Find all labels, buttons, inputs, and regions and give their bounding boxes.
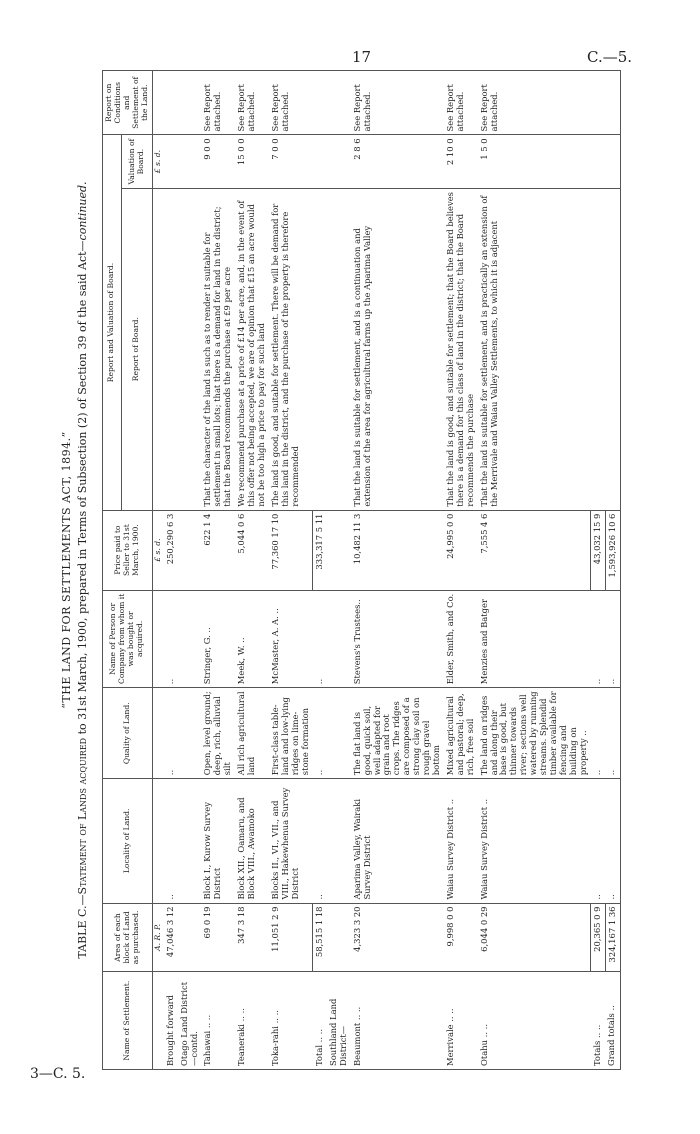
cell-valuation: 7 0 0	[269, 135, 313, 188]
cell-locality: ..	[313, 779, 327, 903]
table-body	[152, 71, 620, 1070]
cell-conditions: See Report attached.	[351, 71, 444, 135]
cell-report	[313, 188, 327, 510]
cell-quality: ..	[164, 688, 178, 779]
table-caption	[76, 70, 89, 1070]
cell-price: 7,555 4 6	[478, 510, 591, 590]
cell-conditions	[605, 71, 620, 135]
cell-price: 250,290 6 3	[164, 510, 178, 590]
cell-report: That the character of the land is such as to render it suitable for settlement in small lots; that there is a demand for land in the district; that the Board recommends the purchase at £9 per acre	[201, 188, 235, 510]
cell-report: The land is good, and suitable for settlement. There will be demand for this land in the district, and the purchase of the property is therefore recommended	[269, 188, 313, 510]
cell-conditions: See Report attached.	[269, 71, 313, 135]
settlement-table	[102, 70, 621, 1070]
cell-person: Stringer, G. ..	[201, 590, 235, 688]
cell-name: Grand totals ..	[605, 972, 620, 1070]
table-row	[201, 71, 235, 1070]
cell-conditions: See Report attached.	[444, 71, 478, 135]
page-number: 17	[352, 48, 372, 66]
cell-locality	[178, 779, 202, 903]
cell-name: Merrivale .. ..	[444, 972, 478, 1070]
table-row	[478, 71, 591, 1070]
unit-row	[152, 71, 163, 1070]
cell-area: 9,998 0 0	[444, 903, 478, 972]
cell-price: 77,360 17 10	[269, 510, 313, 590]
caption-rest: to 31st March, 1900, prepared in Terms of Subsection (2) of Section 39 of the said Act—	[76, 240, 89, 738]
cell-locality: Blocks II., VI., VII., and VIII., Hakewhenua Survey District	[269, 779, 313, 903]
cell-locality	[327, 779, 351, 903]
caption-continued: continued.	[76, 181, 89, 241]
header-report: Report of Board.	[121, 188, 152, 510]
cell-quality: All rich agricultural land	[235, 688, 269, 779]
cell-name: Otahu .. ..	[478, 972, 591, 1070]
cell-valuation: 2 8 6	[351, 135, 444, 188]
unit-price: £ s. d.	[152, 510, 163, 590]
unit-valuation: £ s. d.	[152, 135, 163, 188]
cell-locality: Block XII., Oamaru, and Block VIII., Awamoko	[235, 779, 269, 903]
cell-locality: ..	[605, 779, 620, 903]
cell-price: 5,044 0 6	[235, 510, 269, 590]
cell-price: 622 1 4	[201, 510, 235, 590]
cell-report: That the land is good, and suitable for settlement; that the Board believes there is a demand for this class of land in the district; that the Board recommends the purchase	[444, 188, 478, 510]
cell-report: That the land is suitable for settlement, and is a continuation and extension of the area for agricultural farms up the Aparima Valley	[351, 188, 444, 510]
cell-valuation: 1 5 0	[478, 135, 591, 188]
cell-price: 10,482 11 3	[351, 510, 444, 590]
cell-report	[591, 188, 606, 510]
cell-name: Total .. ..	[313, 972, 327, 1070]
header-quality: Quality of Land.	[103, 688, 153, 779]
cell-conditions	[178, 71, 202, 135]
cell-price	[178, 510, 202, 590]
cell-price: 333,317 5 11	[313, 510, 327, 590]
header-price: Price paid to Seller to 31st March, 1900.	[103, 510, 153, 590]
cell-valuation	[178, 135, 202, 188]
cell-locality: ..	[164, 779, 178, 903]
cell-conditions	[327, 71, 351, 135]
cell-valuation	[605, 135, 620, 188]
cell-valuation	[591, 135, 606, 188]
cell-quality	[178, 688, 202, 779]
cell-conditions: See Report attached.	[235, 71, 269, 135]
cell-conditions	[591, 71, 606, 135]
cell-report	[327, 188, 351, 510]
cell-area: 324,167 1 36	[605, 903, 620, 972]
cell-quality: The land on ridges and along their base is good, but thinner towards river; sections well watered by running streams. Splendid timber available for fencing and building on property ..	[478, 688, 591, 779]
caption-smallcaps: Statement of Lands acquired	[76, 737, 89, 895]
table-row	[327, 71, 351, 1070]
cell-area: 6,044 0 29	[478, 903, 591, 972]
table-row	[178, 71, 202, 1070]
cell-conditions	[313, 71, 327, 135]
cell-valuation: 2 10 0	[444, 135, 478, 188]
cell-price: 1,593,926 10 6	[605, 510, 620, 590]
table-row	[164, 71, 178, 1070]
cell-person: Stevens's Trustees..	[351, 590, 444, 688]
act-title: “THE LAND FOR SETTLEMENTS ACT, 1894.”	[60, 431, 73, 709]
cell-price: 24,995 0 0	[444, 510, 478, 590]
cell-price: 43,032 15 9	[591, 510, 606, 590]
cell-price	[327, 510, 351, 590]
cell-locality: ..	[591, 779, 606, 903]
cell-quality: Mixed agricultural and pastoral; deep, rich, free soil	[444, 688, 478, 779]
caption-prefix: TABLE C.—	[76, 894, 89, 959]
cell-valuation: 15 0 0	[235, 135, 269, 188]
cell-report: That the land is suitable for settlement, and is practically an extension of the Merrivale and Waiau Valley Settlements, to which it is adjacent	[478, 188, 591, 510]
cell-quality: Open, level ground; deep, rich, alluvial silt	[201, 688, 235, 779]
cell-area: 347 3 18	[235, 903, 269, 972]
cell-area: 69 0 19	[201, 903, 235, 972]
cell-conditions	[164, 71, 178, 135]
cell-conditions: See Report attached.	[201, 71, 235, 135]
cell-locality: Block I., Kurow Survey District	[201, 779, 235, 903]
cell-name: Teaneraki .. ..	[235, 972, 269, 1070]
cell-person: Meek, W. ..	[235, 590, 269, 688]
table-row	[444, 71, 478, 1070]
cell-quality: ..	[591, 688, 606, 779]
header-valuation: Valuation of Board.	[121, 135, 152, 188]
cell-person: Menzies and Batger	[478, 590, 591, 688]
cell-report	[164, 188, 178, 510]
cell-valuation	[313, 135, 327, 188]
table-row	[605, 71, 620, 1070]
cell-area: 11,051 2 9	[269, 903, 313, 972]
cell-name: Totals .. ..	[591, 972, 606, 1070]
cell-name: Beaumont .. ..	[351, 972, 444, 1070]
cell-area: 47,046 3 12	[164, 903, 178, 972]
cell-area	[178, 903, 202, 972]
cell-area: 20,365 0 9	[591, 903, 606, 972]
cell-locality: Aparima Valley, Wairaki Survey District	[351, 779, 444, 903]
cell-quality: ..	[313, 688, 327, 779]
cell-person: Elder, Smith, and Co.	[444, 590, 478, 688]
cell-person: ..	[313, 590, 327, 688]
cell-name: Toka-rahi .. ..	[269, 972, 313, 1070]
cell-person: ..	[605, 590, 620, 688]
table-row	[269, 71, 313, 1070]
cell-valuation: 9 0 0	[201, 135, 235, 188]
table-row	[591, 71, 606, 1070]
header-name: Name of Settlement.	[103, 972, 153, 1070]
unit-area: A. R. P.	[152, 903, 163, 972]
cell-person: ..	[591, 590, 606, 688]
header-conditions: Report on Conditions and Settlement of the Land.	[103, 71, 153, 135]
cell-name: Brought forward	[164, 972, 178, 1070]
cell-quality	[327, 688, 351, 779]
cell-report	[178, 188, 202, 510]
cell-area	[327, 903, 351, 972]
cell-area: 58,515 1 18	[313, 903, 327, 972]
cell-name: Tahawai .. ..	[201, 972, 235, 1070]
cell-quality: First-class table-land and low-lying ridges on lime-stone formation	[269, 688, 313, 779]
cell-quality: ..	[605, 688, 620, 779]
cell-report: We recommend purchase at a price of £14 per acre, and, in the event of this offer not being accepted, we are of opinion that £15 an acre would not be too high a price to pay for such land	[235, 188, 269, 510]
table-row	[235, 71, 269, 1070]
cell-locality: Waiau Survey District ..	[478, 779, 591, 903]
cell-name: Southland Land District—	[327, 972, 351, 1070]
header-report-group: Report and Valuation of Board.	[103, 135, 122, 510]
rotated-table-region	[60, 70, 680, 1070]
table-row	[313, 71, 327, 1070]
header-person: Name of Person or Company from whom it was bought or acquired.	[103, 590, 153, 688]
cell-locality: Waiau Survey District ..	[444, 779, 478, 903]
cell-quality: The flat land is good, quick soil, well adapted for grain and root crops. The ridges are composed of a strong clay soil on rough gravel bottom	[351, 688, 444, 779]
printer-signature: 3—C. 5.	[30, 1066, 86, 1082]
cell-name: Otago Land District—contd.	[178, 972, 202, 1070]
header-locality: Locality of Land.	[103, 779, 153, 903]
cell-valuation	[327, 135, 351, 188]
cell-person: McMaster, A. A. ..	[269, 590, 313, 688]
cell-valuation	[164, 135, 178, 188]
cell-report	[605, 188, 620, 510]
cell-person: ..	[164, 590, 178, 688]
cell-person	[178, 590, 202, 688]
cell-area: 4,323 3 20	[351, 903, 444, 972]
header-area: Area of each block of Land as purchased.	[103, 903, 153, 972]
cell-conditions: See Report attached.	[478, 71, 591, 135]
cell-person	[327, 590, 351, 688]
page-reference: C.—5.	[587, 48, 633, 66]
table-row	[351, 71, 444, 1070]
